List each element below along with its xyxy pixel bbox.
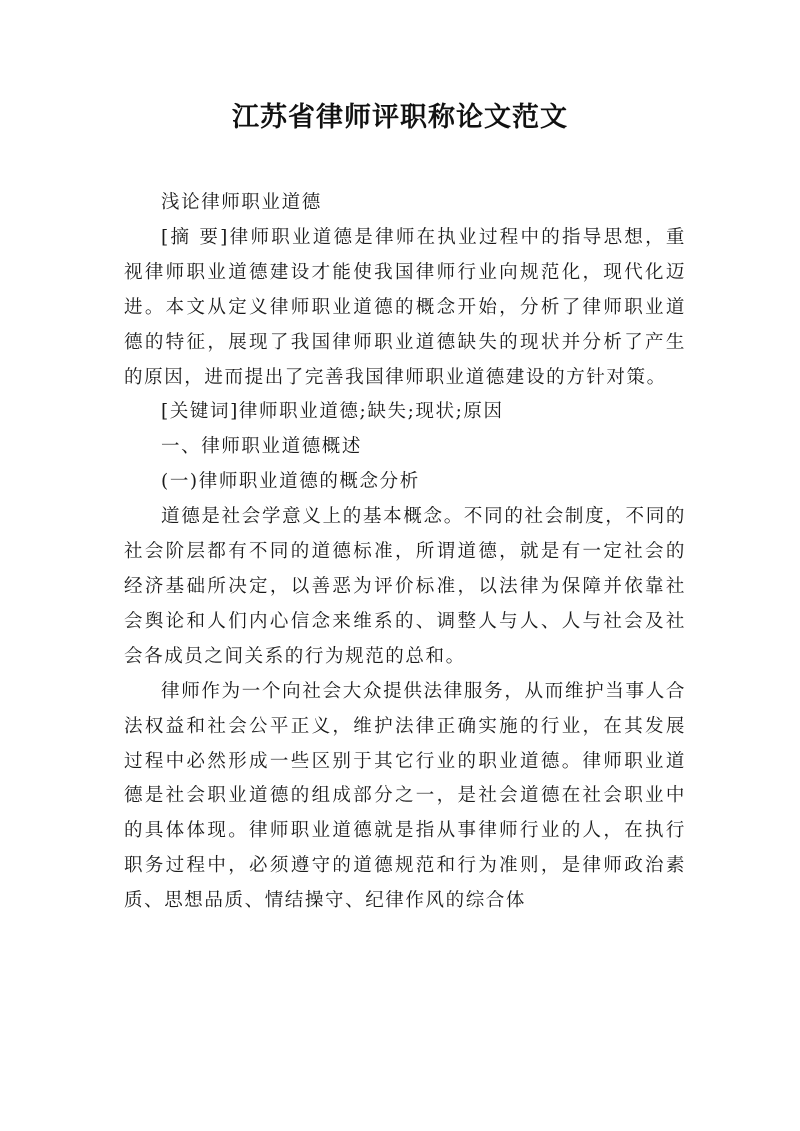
document-body	[124, 186, 686, 919]
body-paragraph: 律师作为一个向社会大众提供法律服务，从而维护当事人合法权益和社会公平正义，维护法律正确实施的行业，在其发展过程中必然形成一些区别于其它行业的职业道德。律师职业道德是社会职业道德的组成部分之一，是社会道德在社会职业中的具体体现。律师职业道德就是指从事律师行业的人，在执行职务过程中，必须遵守的道德规范和行为准则，是律师政治素质、思想品质、情结操守、纪律作风的综合体	[124, 680, 686, 912]
body-paragraph: 道德是社会学意义上的基本概念。不同的社会制度，不同的社会阶层都有不同的道德标准，所谓道德，就是有一定社会的经济基础所决定，以善恶为评价标准，以法律为保障并依靠社会舆论和人们内心信念来维系的、调整人与人、人与社会及社会各成员之间关系的行为规范的总和。	[124, 506, 686, 667]
abstract-paragraph: [摘 要]律师职业道德是律师在执业过程中的指导思想，重视律师职业道德建设才能使我国律师行业向规范化，现代化迈进。本文从定义律师职业道德的概念开始，分析了律师职业道德的特征，展现了我国律师职业道德缺失的现状并分析了产生的原因，进而提出了完善我国律师职业道德建设的方针对策。	[124, 226, 686, 388]
subsection-heading: (一)律师职业道德的概念分析	[161, 471, 420, 493]
article-subtitle: 浅论律师职业道德	[161, 192, 322, 213]
document-title: 江苏省律师评职称论文范文	[232, 102, 568, 133]
section-heading: 一、律师职业道德概述	[161, 436, 363, 458]
keywords-paragraph: [关键词]律师职业道德;缺失;现状;原因	[161, 401, 504, 423]
